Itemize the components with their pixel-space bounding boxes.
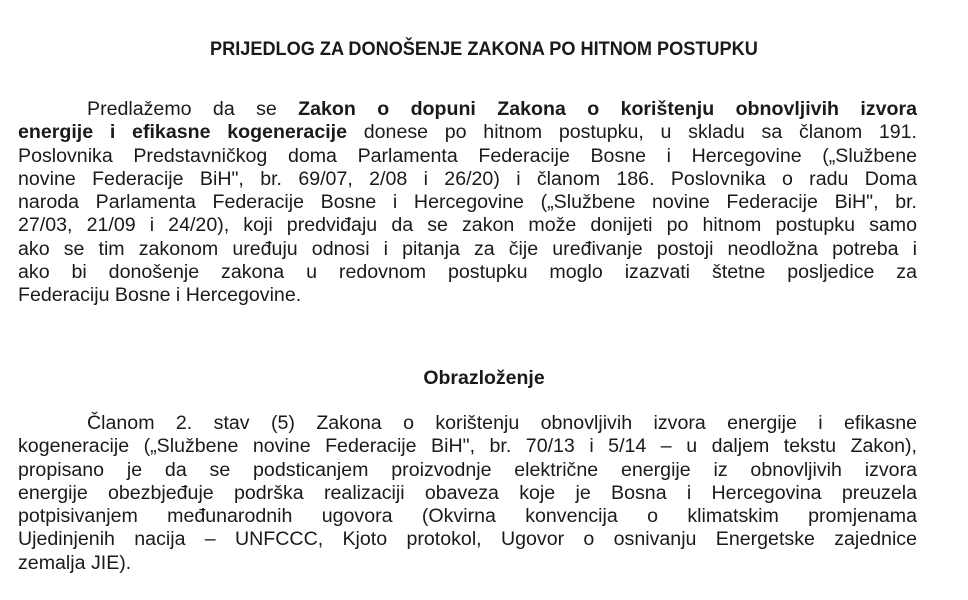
paragraph-line: kogeneracije („Službene novine Federacije BiH", br. 70/13 i 5/14 – u daljem tekstu Zakon),	[18, 435, 917, 458]
paragraph-line: Ujedinjenih nacija – UNFCCC, Kjoto protokol, Ugovor o osnivanju Energetske zajednice	[18, 528, 917, 551]
paragraph-line: naroda Parlamenta Federacije Bosne i Hercegovine („Službene novine Federacije BiH", br.	[18, 191, 917, 214]
paragraph-line: ako se tim zakonom uređuju odnosi i pitanja za čije uređivanje postoji neodložna potreba i	[18, 237, 917, 260]
paragraph-line: potpisivanjem međunarodnih ugovora (Okvirna konvencija o klimatskim promjenama	[18, 505, 917, 528]
paragraph-line: zemalja JIE).	[18, 551, 132, 574]
paragraph-line: Poslovnika Predstavničkog doma Parlamenta Federacije Bosne i Hercegovine („Službene	[18, 144, 917, 167]
law-name-bold: energije i efikasne kogeneracije	[18, 121, 348, 144]
paragraph-line	[18, 121, 917, 144]
paragraph-line: novine Federacije BiH", br. 69/07, 2/08 i 26/20) i članom 186. Poslovnika o radu Doma	[18, 167, 917, 190]
paragraph-line: ako bi donošenje zakona u redovnom postupku moglo izazvati štetne posljedice za	[18, 261, 917, 284]
paragraph-line	[18, 98, 917, 121]
paragraph-line: propisano je da se podsticanjem proizvodnje električne energije iz obnovljivih izvora	[18, 458, 917, 481]
paragraph-line: Članom 2. stav (5) Zakona o korištenju obnovljivih izvora energije i efikasne	[87, 412, 917, 434]
proposal-paragraph	[18, 98, 917, 308]
paragraph-line: Federaciju Bosne i Hercegovine.	[18, 284, 302, 307]
paragraph-line: 27/03, 21/09 i 24/20), koji predviđaju da se zakon može donijeti po hitnom postupku samo	[18, 214, 917, 237]
explanation-paragraph	[18, 412, 917, 575]
paragraph-line: energije obezbjeđuje podrška realizaciji obaveza koje je Bosna i Hercegovina preuzela	[18, 481, 917, 504]
section-heading: Obrazloženje	[423, 367, 545, 389]
law-name-bold: Zakon o dopuni Zakona o korištenju obnovljivih izvora	[298, 98, 917, 120]
line-text: donese po hitnom postupku, u skladu sa članom 191.	[347, 121, 918, 144]
line-text: Predlažemo da se	[87, 98, 299, 120]
document-title: PRIJEDLOG ZA DONOŠENJE ZAKONA PO HITNOM POSTUPKU	[210, 38, 758, 60]
